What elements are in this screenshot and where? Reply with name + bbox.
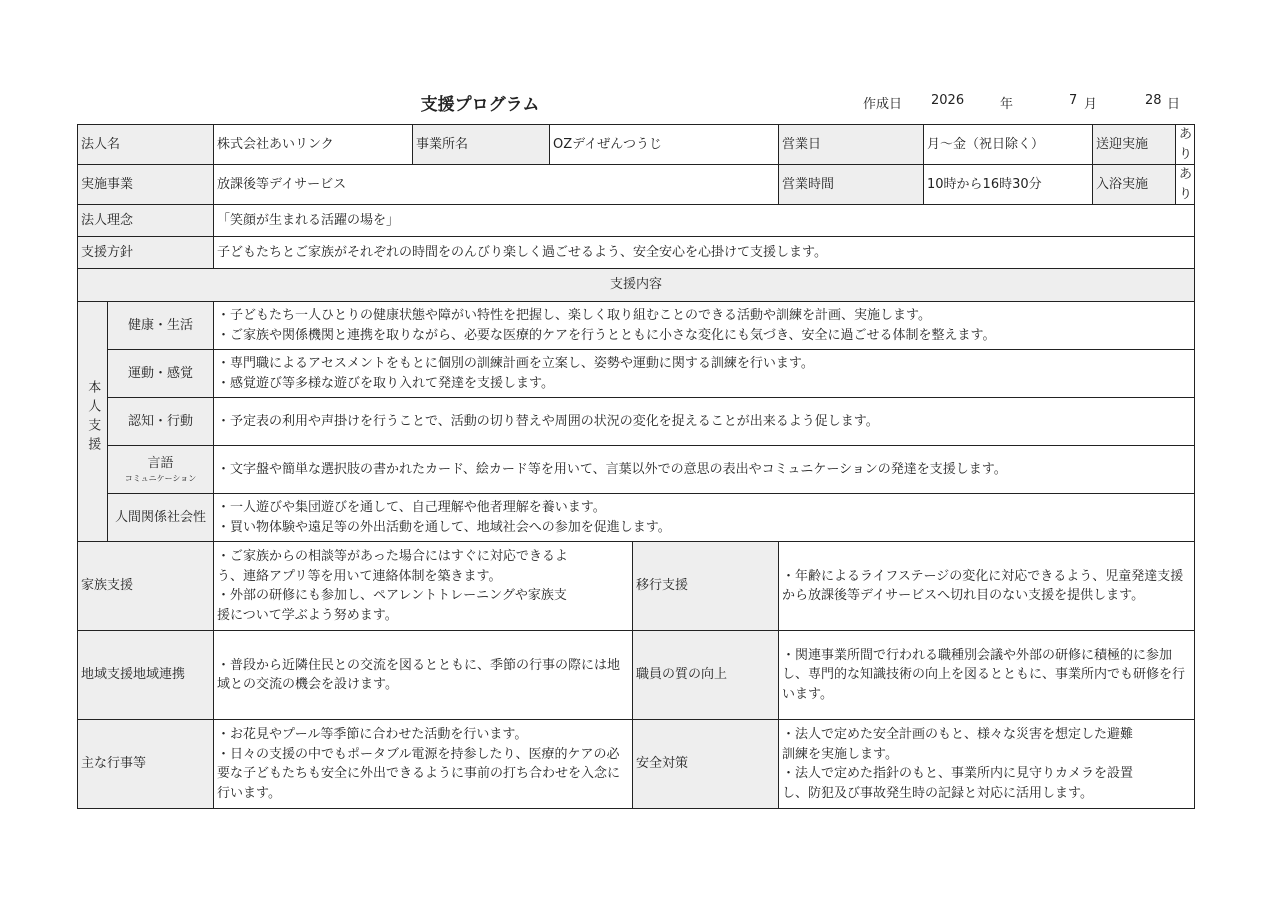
family-line-2: う、連絡アプリ等を用いて連絡体制を築きます。 (217, 568, 502, 584)
cognition-line-1: ・予定表の利用や声掛けを行うことで、活動の切り替えや周囲の状況の変化を捉えることが出来るよう促します。 (217, 413, 879, 429)
business-days: 月～金（祝日除く） (924, 125, 1093, 165)
events-line-1: ・お花見やプール等季節に合わせた活動を行います。 (217, 727, 528, 742)
motor-line-1: ・専門職によるアセスメントをもとに個別の訓練計画を立案し、姿勢や運動に関する訓練を行います。 (217, 356, 814, 371)
staff-line-2: し、専門的な知識技術の向上を図るとともに、事業所内でも研修を行 (782, 667, 1186, 683)
family-line-4: 援について学ぶよう努めます。 (217, 607, 398, 623)
office-name: OZデイぜんつうじ (550, 125, 779, 165)
events-line-3: 要な子どもたちも安全に外出できるように事前の打ち合わせを入念に (217, 766, 621, 781)
page-title: 支援プログラム (420, 95, 540, 115)
policy-label: 支援方針 (78, 237, 214, 269)
hours-label: 営業時間 (779, 165, 924, 205)
transport-label: 送迎実施 (1093, 125, 1176, 165)
family-line-1: ・ご家族からの相談等があった場合にはすぐに対応できるよ (217, 549, 568, 564)
business-days-label: 営業日 (779, 125, 924, 165)
safety-label: 安全対策 (633, 720, 779, 809)
category-motor: 運動・感覚 (108, 350, 214, 398)
year-unit: 年 (1000, 97, 1014, 112)
personal-support-label: 本人支援 (78, 302, 108, 542)
events-label: 主な行事等 (78, 720, 214, 809)
motor-line-2: ・感覚遊び等多様な遊びを取り入れて発達を支援します。 (217, 375, 554, 391)
language-sub-label: コミュニケーション (124, 474, 197, 484)
corp-name-label: 法人名 (78, 125, 214, 165)
created-day: 28 (1145, 93, 1162, 108)
health-content (214, 302, 1195, 350)
health-line-2: ・ご家族や関係機関と連携を取りながら、必要な医療的ケアを行うとともに小さな変化にも気づき、安全に過ごせる体制を整えます。 (217, 327, 996, 343)
safety-line-4: し、防犯及び事故発生時の記録と対応に活用します。 (782, 785, 1093, 801)
transport-value: あり (1176, 125, 1195, 165)
day-unit: 日 (1167, 97, 1181, 112)
social-line-2: ・買い物体験や遠足等の外出活動を通して、地域社会への参加を促進します。 (217, 519, 671, 535)
transition-line-2: から放課後等デイサービスへ切れ目のない支援を提供します。 (782, 588, 1145, 603)
safety-line-2: 訓練を実施します。 (782, 746, 898, 762)
family-support-content (214, 542, 633, 631)
motor-content (214, 350, 1195, 398)
corp-name: 株式会社あいリンク (214, 125, 413, 165)
service-value: 放課後等デイサービス (214, 165, 779, 205)
safety-content (779, 720, 1195, 809)
events-line-4: 行います。 (217, 785, 281, 801)
service-label: 実施事業 (78, 165, 214, 205)
staff-line-1: ・関連事業所間で行われる職種別会議や外部の研修に積極的に参加 (782, 647, 1173, 663)
social-content (214, 494, 1195, 542)
family-support-label: 家族支援 (78, 542, 214, 631)
philosophy-value: 「笑顔が生まれる活躍の場を」 (214, 205, 1195, 237)
family-line-3: ・外部の研修にも参加し、ペアレントトレーニングや家族支 (217, 588, 567, 603)
cognition-content (214, 398, 1195, 446)
events-line-2: ・日々の支援の中でもポータブル電源を持参したり、医療的ケアの必 (217, 746, 620, 762)
health-line-1: ・子どもたち一人ひとりの健康状態や障がい特性を把握し、楽しく取り組むことのできる活動や訓練を計画、実施します。 (217, 308, 931, 323)
staff-line-3: います。 (782, 686, 833, 702)
transition-line-1: ・年齢によるライフステージの変化に対応できるよう、児童発達支援 (782, 568, 1184, 584)
support-content-header: 支援内容 (78, 269, 1195, 302)
language-content (214, 446, 1195, 494)
created-month: 7 (1069, 93, 1078, 108)
events-content (214, 720, 633, 809)
transition-support-label: 移行支援 (633, 542, 779, 631)
safety-line-3: ・法人で定めた指針のもと、事業所内に見守りカメラを設置 (782, 766, 1134, 781)
created-date-label: 作成日 (863, 97, 903, 112)
created-year: 2026 (931, 93, 965, 108)
staff-quality-label: 職員の質の向上 (633, 631, 779, 720)
transition-support-content (779, 542, 1195, 631)
language-label: 言語 (147, 455, 174, 471)
community-support-content (214, 631, 633, 720)
support-program-table (77, 124, 1195, 809)
category-social: 人間関係社会性 (108, 494, 214, 542)
bathing-label: 入浴実施 (1093, 165, 1176, 205)
community-line-2: 域との交流の機会を設けます。 (217, 677, 398, 692)
category-language (108, 446, 214, 494)
bathing-value: あり (1176, 165, 1195, 205)
philosophy-label: 法人理念 (78, 205, 214, 237)
policy-value: 子どもたちとご家族がそれぞれの時間をのんびり楽しく過ごせるよう、安全安心を心掛けて支援します。 (214, 237, 1195, 269)
category-health: 健康・生活 (108, 302, 214, 350)
staff-quality-content (779, 631, 1195, 720)
community-line-1: ・普段から近隣住民との交流を図るとともに、季節の行事の際には地 (217, 657, 621, 673)
language-line-1: ・文字盤や簡単な選択肢の書かれたカード、絵カード等を用いて、言葉以外での意思の表出やコミュニケーションの発達を支援します。 (217, 461, 1007, 477)
office-name-label: 事業所名 (413, 125, 550, 165)
community-support-label: 地域支援地域連携 (78, 631, 214, 720)
safety-line-1: ・法人で定めた安全計画のもと、様々な災害を想定した避難 (782, 727, 1134, 742)
category-cognition: 認知・行動 (108, 398, 214, 446)
hours-value: 10時から16時30分 (924, 165, 1093, 205)
social-line-1: ・一人遊びや集団遊びを通して、自己理解や他者理解を養います。 (217, 500, 606, 515)
month-unit: 月 (1084, 97, 1098, 112)
